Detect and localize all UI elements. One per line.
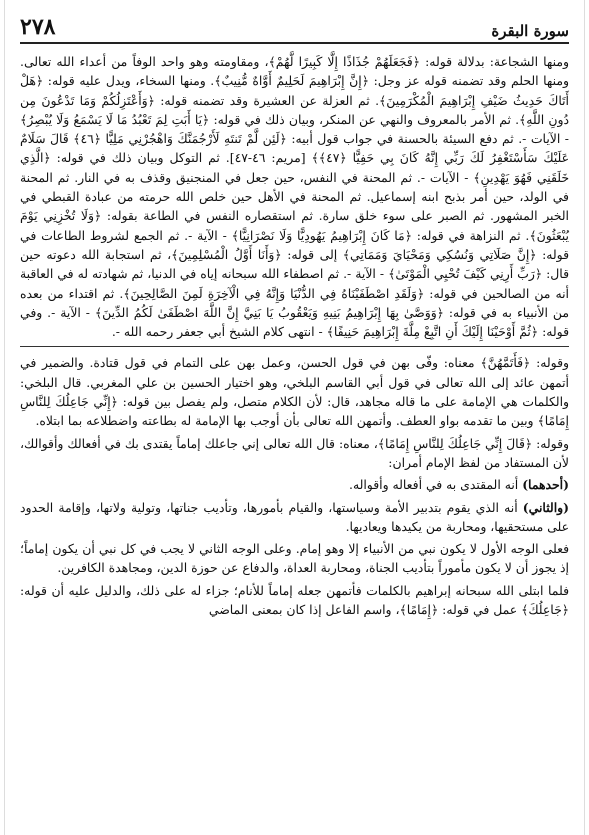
second-label: (والثاني) bbox=[522, 499, 569, 515]
page-body bbox=[20, 52, 569, 619]
surah-title: سورة البقرة bbox=[491, 22, 569, 40]
paragraph-second-meaning bbox=[20, 498, 569, 537]
paragraph-prophets: فعلى الوجه الأول لا يكون نبي من الأنبياء إلا وهو إمام. وعلى الوجه الثاني لا يجب في كل نبي أن يكون إماماً؛ إذ يجوز أن لا يكون مأموراً بتأديب الجناة، ومحاربة العداة، والدفاع عن حوزة الدين، ومجاهدة الكافرين. bbox=[20, 541, 569, 576]
page-number: ٢٧٨ bbox=[20, 14, 56, 40]
paragraph-conclusion: فلما ابتلى الله سبحانه إبراهيم بالكلمات فأتمهن جعله إماماً للأنام؛ جزاء له على ذلك، والدليل عليه أن قوله: ﴿جَاعِلُكَ﴾ عمل في قوله: ﴿إِمَامًا﴾، واسم الفاعل إذا كان بمعنى الماضي bbox=[20, 582, 569, 618]
second-text: أنه الذي يقوم بتدبير الأمة وسياستها، والقيام بأمورها، وتأديب جناتها، وتولية ولاتها، وإقامة الحدود على مستحقيها، ومحاربة من يكيدها ويعاديها. bbox=[20, 499, 569, 534]
page-edge-right bbox=[584, 0, 585, 835]
paragraph-virtues: ومنها الشجاعة: بدلالة قوله: ﴿فَجَعَلَهُمْ جُذَاذًا إِلَّا كَبِيرًا لَّهُمْ﴾، ومقاومته وهو واحد الوفاً من أعداء الله تعالى. ومنها الحلم وقد تضمنه قوله عز وجل: ﴿إِنَّ إِبْرَاهِيمَ لَحَلِيمٌ أَوَّاهٌ مُّنِيبٌ﴾. ومنها السخاء، ويدل عليه قوله: ﴿هَلْ أَتَاكَ حَدِيثُ ضَيْفِ إِبْرَاهِيمَ الْمُكْرَمِينَ﴾. ثم العزلة عن العشيرة وقد تضمنه قوله: ﴿وَأَعْتَزِلُكُمْ وَمَا تَدْعُونَ مِن دُونِ اللَّهِ﴾. ثم الأمر بالمعروف والنهي عن المنكر، وبيان ذلك في قوله: ﴿يَا أَبَتِ لِمَ تَعْبُدُ مَا لَا يَسْمَعُ وَلَا يُبْصِرُ﴾ - الآيات -. ثم دفع السيئة بالحسنة في جواب قول أبيه: ﴿لَئِن لَّمْ تَنتَهِ لَأَرْجُمَنَّكَ وَاهْجُرْنِي مَلِيًّا ﴿٤٦﴾ قَالَ سَلَامٌ عَلَيْكَ سَأَسْتَغْفِرُ لَكَ رَبِّي إِنَّهُ كَانَ بِي حَفِيًّا ﴿٤٧﴾﴾ [مريم: ٤٦-٤٧]. ثم التوكل وبيان ذلك في قوله: ﴿الَّذِي خَلَقَنِي فَهُوَ يَهْدِينِ﴾ - الآيات -. ثم المحنة في النفس، حين جعل في المنجنيق وقذف به في النار. ثم المحنة في الولد، حين أمر بذبح ابنه إسماعيل. ثم المحنة في الأهل حين خلص الله حرمته من عبادة القبطي في الخبر المشهور. ثم الصبر على سوء خلق سارة. ثم استقصاره النفس في الطاعة بقوله: ﴿وَلَا تُخْزِنِي يَوْمَ يُبْعَثُونَ﴾. ثم النزاهة في قوله: ﴿مَا كَانَ إِبْرَاهِيمُ يَهُودِيًّا وَلَا نَصْرَانِيًّا﴾ - الآية -. ثم الجمع لشروط الطاعات في قوله: ﴿إِنَّ صَلَاتِي وَنُسُكِي وَمَحْيَايَ وَمَمَاتِي﴾ إلى قوله: ﴿وَأَنَا أَوَّلُ الْمُسْلِمِينَ﴾، ثم استجابة الله دعوته حين قال: ﴿رَبِّ أَرِنِي كَيْفَ تُحْيِي الْمَوْتَىٰ﴾ - الآية -. ثم اصطفاء الله سبحانه إياه في الدنيا، ثم شهادته له في العاقبة أنه من الصالحين في قوله: ﴿وَلَقَدِ اصْطَفَيْنَاهُ فِي الدُّنْيَا وَإِنَّهُ فِي الْآخِرَةِ لَمِنَ الصَّالِحِينَ﴾. ثم اقتداء من بعده من الأنبياء به في قوله: ﴿وَوَصَّىٰ بِهَا إِبْرَاهِيمُ بَنِيهِ وَيَعْقُوبُ يَا بَنِيَّ إِنَّ اللَّهَ اصْطَفَىٰ لَكُمُ الدِّينَ﴾ - الآية -. وفي قوله: ﴿ثُمَّ أَوْحَيْنَا إِلَيْكَ أَنِ اتَّبِعْ مِلَّةَ إِبْرَاهِيمَ حَنِيفًا﴾ - انتهى كلام الشيخ أبي جعفر رحمه الله -. bbox=[20, 54, 569, 340]
page-edge-left bbox=[4, 0, 5, 835]
paragraph-imam-meaning: وقوله: ﴿قَالَ إِنِّي جَاعِلُكَ لِلنَّاسِ إِمَامًا﴾، معناه: قال الله تعالى إني جاعلك إماماً يقتدى بك في أفعالك وأقوالك، لأن المستفاد من لفظ الإمام أمران: bbox=[20, 435, 569, 470]
page-header bbox=[20, 14, 569, 44]
first-label: (أحدهما) bbox=[522, 477, 569, 493]
quoted-section bbox=[20, 52, 569, 347]
paragraph-first-meaning bbox=[20, 475, 569, 494]
paragraph-fulfilled: وقوله: ﴿فَأَتَمَّهُنَّ﴾ معناه: وفّى بهن في قول الحسن، وعمل بهن على التمام في قول قتادة. والضمير في أتمهن عائد إلى الله تعالى في قول أبي القاسم البلخي، وهو اختيار الحسين بن علي المغربي. قال البلخي: والكلمات هي الإمامة على ما قاله مجاهد، قال: لأن الكلام متصل، ولم يفصل بين قوله: ﴿إِنِّي جَاعِلُكَ لِلنَّاسِ إِمَامًا﴾ وبين ما تقدمه بواو العطف. وأتمهن الله تعالى بأن أوجب بها الإمامة له بطاعته واضطلاعه بما ابتلاه. bbox=[20, 355, 569, 429]
first-text: أنه المقتدى به في أفعاله وأقواله. bbox=[349, 477, 523, 493]
